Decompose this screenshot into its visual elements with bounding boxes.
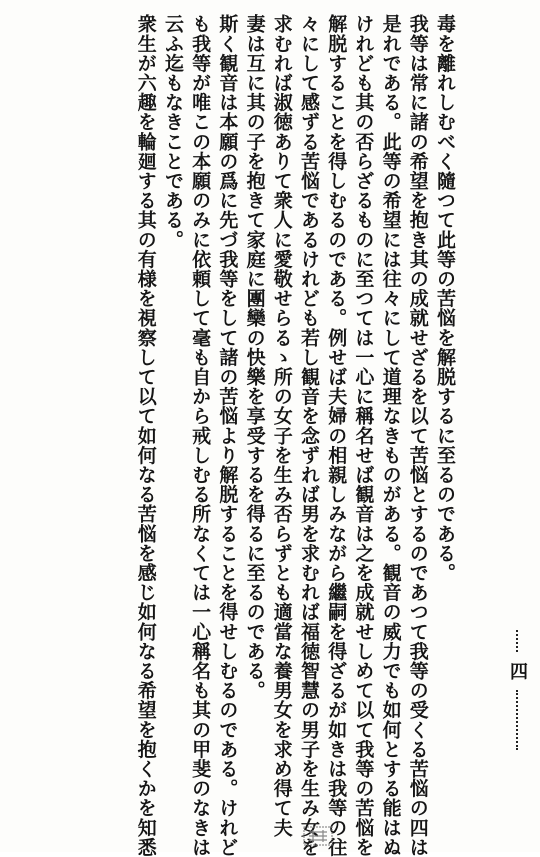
library-stamp-mark [303, 826, 333, 846]
text-line: 斯く観音は本願の爲に先づ我等をして諸の苦悩より解脱することを得せしむるのである。けれど [216, 14, 239, 857]
text-line: も我等が唯この本願のみに依頼して毫も自から戒しむる所なくては一心稱名も其の甲斐のなきは [189, 14, 212, 857]
margin-dotted-rule-top [516, 630, 519, 652]
text-line: 求むれば淑徳ありて衆人に愛敬せらるゝ所の女子を生み否らずとも適當な養男女を求め得て夫 [270, 14, 293, 838]
text-line: 々にして感ずる苦悩であるけれども若し観音を念ずれば男を求むれば福徳智慧の男子を生み女を [297, 14, 320, 857]
text-line: 是れである。此等の希望には往々にして道理なきものがある。観音の威力でも如何とする能はぬ [379, 14, 402, 857]
text-line: けれども其の否らざるものに至つては一心に稱名せば観音は之を成就せしめて以て我等の苦悩を [352, 14, 375, 857]
text-line: 解脱することを得しむるのである。例せば夫婦の相親しみながら繼嗣を得ざるが如きは我等の往 [325, 14, 348, 857]
margin-dotted-rule-bottom [516, 690, 519, 750]
text-line: 毒を離れしむべく隨つて此等の苦悩を解脱するに至るのである。 [434, 14, 456, 583]
text-line: 云ふ迄もなきことである。 [161, 14, 184, 250]
text-line: 妻は互に其の子を抱きて家庭に團欒の快樂を享受するを得るに至るのである。 [243, 14, 266, 700]
text-line: 衆生が六趣を輪廻する其の有様を視察して以て如何なる苦悩を感じ如何なる希望を抱くかを知悉 [134, 14, 157, 857]
text-line: 我等は常に諸の希望を抱き其の成就せざるを以て苦悩とするのであつて我等の受くる苦悩の四は [406, 14, 429, 857]
page-number: 四 [507, 662, 528, 680]
vertical-text-block [132, 14, 458, 857]
